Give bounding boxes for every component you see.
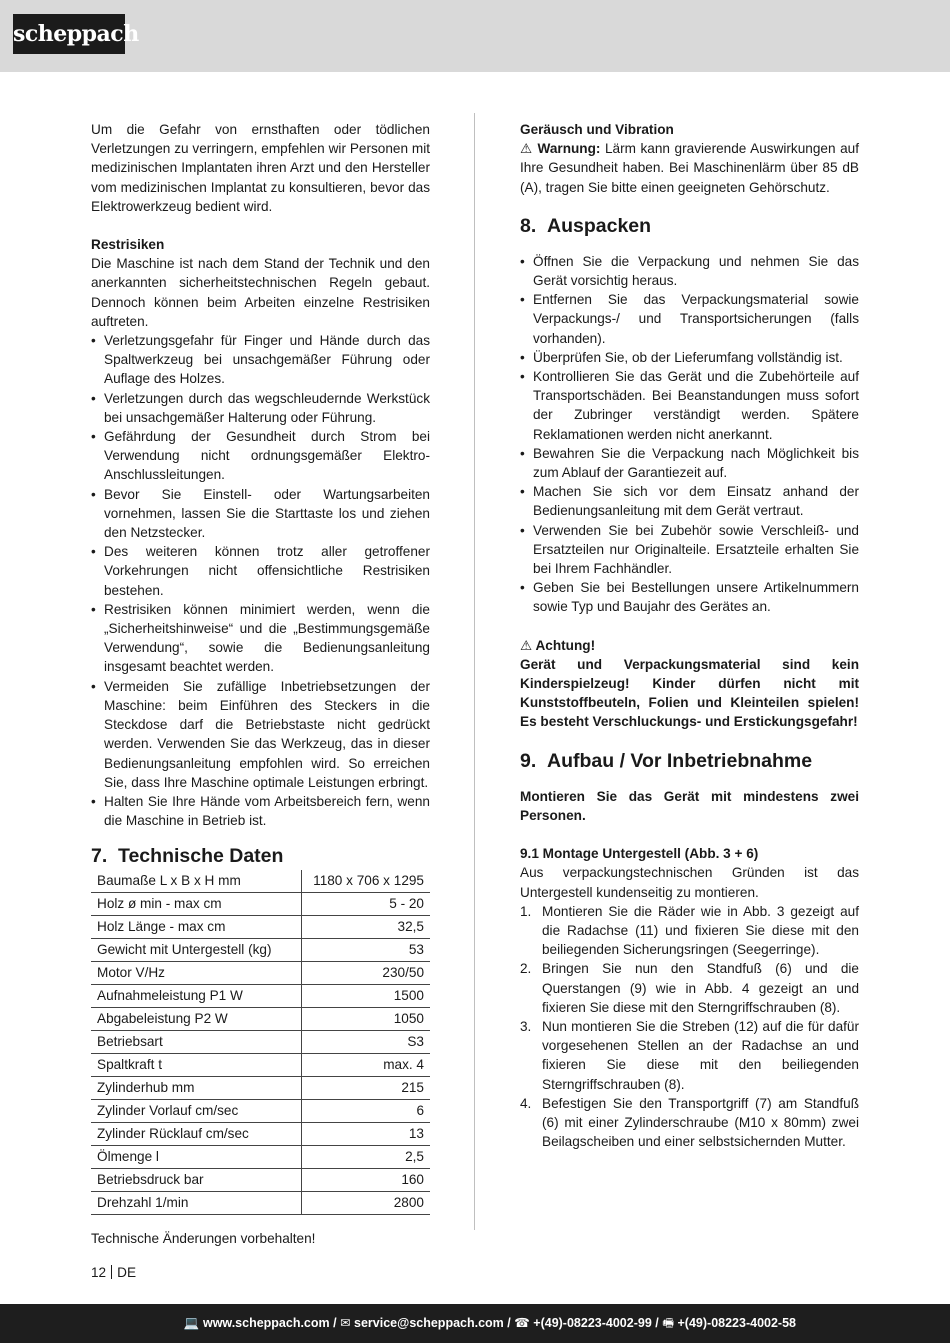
table-row [91, 893, 430, 916]
spec-value: max. 4 [302, 1054, 431, 1077]
table-row [91, 1192, 430, 1215]
spec-label: Holz ø min - max cm [91, 893, 302, 916]
fax-icon: 🖷 [662, 1316, 675, 1330]
implant-warning-paragraph: Um die Gefahr von ernsthaften oder tödlichen Verletzungen zu verringern, empfehlen wir Personen mit medizinischen Implantaten ihren Arzt und den Hersteller vom medizinischen Implantat zu konsultieren, bevor das Elektrowerkzeug bedient wird. [91, 122, 430, 214]
mount-steps-list [520, 902, 859, 1152]
table-row [91, 1123, 430, 1146]
technical-changes-note: Technische Änderungen vorbehalten! [91, 1231, 316, 1247]
list-item: • Machen Sie sich vor dem Einsatz anhand der Bedienungsanleitung mit dem Gerät vertraut. [520, 482, 859, 520]
noise-heading: Geräusch und Vibration [520, 122, 674, 137]
list-item: • Vermeiden Sie zufällige Inbetriebsetzungen der Maschine: beim Einführen des Steckers in die Steckdose darf die Betriebstaste nicht gedrückt werden. Verwenden Sie das Werkzeug, das in dieser Bedienungsanleitung empfohlen wird. So erreichen Sie, dass Ihre Maschine optimale Leistungen erbringt. [91, 677, 430, 792]
assembly-note: Montieren Sie das Gerät mit mindestens zwei Personen. [520, 788, 859, 823]
spec-label: Spaltkraft t [91, 1054, 302, 1077]
table-row [91, 1169, 430, 1192]
list-item: • Bewahren Sie die Verpackung nach Möglichkeit bis zum Ablauf der Garantiezeit auf. [520, 444, 859, 482]
table-row [91, 962, 430, 985]
spec-value: 32,5 [302, 916, 431, 939]
list-item: • Verwenden Sie bei Zubehör sowie Verschleiß- und Ersatzteilen nur Originalteile. Ersatzteile erhalten Sie bei Ihrem Fachhändler. [520, 521, 859, 579]
step-text: Befestigen Sie den Transportgriff (7) am Standfuß (6) mit einer Zylinderschraube (M10 x 80mm) zwei Beilagscheiben und einer selbstsichernden Mutter. [542, 1095, 859, 1150]
residual-risks-list [91, 331, 430, 830]
list-item: • Bevor Sie Einstell- oder Wartungsarbeiten vornehmen, lassen Sie die Starttaste los und ziehen den Netzstecker. [91, 485, 430, 543]
table-row [91, 1031, 430, 1054]
table-row [91, 1100, 430, 1123]
spec-label: Holz Länge - max cm [91, 916, 302, 939]
list-item: • Geben Sie bei Bestellungen unsere Artikelnummern sowie Typ und Baujahr des Gerätes an. [520, 578, 859, 616]
list-item [520, 1094, 859, 1152]
computer-icon: 💻 [183, 1316, 200, 1330]
section-title: Aufbau / Vor Inbetriebnahme [547, 749, 813, 772]
right-column [520, 120, 859, 1151]
attention-text: Gerät und Verpackungsmaterial sind kein Kinderspielzeug! Kinder dürfen nicht mit Kunststoffbeuteln, Folien und Kleinteilen spielen! Es besteht Verschluckungs- und Erstickungsgefahr! [520, 656, 859, 730]
spec-label: Zylinder Vorlauf cm/sec [91, 1100, 302, 1123]
unpacking-list [520, 252, 859, 617]
list-item: • Überprüfen Sie, ob der Lieferumfang vollständig ist. [520, 348, 859, 367]
table-row [91, 985, 430, 1008]
list-item [520, 902, 859, 960]
section-number: 9. [520, 749, 537, 772]
spec-value: 13 [302, 1123, 431, 1146]
page-number-separator [111, 1265, 112, 1279]
spec-value: 215 [302, 1077, 431, 1100]
section-number: 8. [520, 214, 537, 237]
page-header [0, 0, 950, 72]
spec-label: Gewicht mit Untergestell (kg) [91, 939, 302, 962]
residual-risks-text: Die Maschine ist nach dem Stand der Technik und den anerkannten sicherheitstechnischen Regeln gebaut. Dennoch können beim Arbeiten einzelne Restrisiken auftreten. [91, 256, 430, 329]
attention-heading: ⚠ Achtung! [520, 637, 596, 653]
list-item: • Verletzungsgefahr für Finger und Hände durch das Spaltwerkzeug bei unsachgemäßer Führung oder Auflage des Holzes. [91, 331, 430, 389]
spec-label: Zylinderhub mm [91, 1077, 302, 1100]
list-item: • Öffnen Sie die Verpackung und nehmen Sie das Gerät vorsichtig heraus. [520, 252, 859, 290]
envelope-icon: ✉ [340, 1316, 351, 1330]
spec-value: S3 [302, 1031, 431, 1054]
page-footer: 💻 www.scheppach.com / ✉ service@scheppach.com / ☎ +(49)-08223-4002-99 / 🖷 +(49)-08223-4002-58 [0, 1304, 950, 1343]
table-row [91, 939, 430, 962]
step-number: 1. [520, 903, 532, 919]
list-item: • Entfernen Sie das Verpackungsmaterial sowie Verpackungs-/ und Transportsicherungen (falls vorhanden). [520, 290, 859, 348]
spec-value: 230/50 [302, 962, 431, 985]
spec-value: 6 [302, 1100, 431, 1123]
footer-phone: +(49)-08223-4002-99 [533, 1316, 652, 1330]
spec-value: 160 [302, 1169, 431, 1192]
mount-intro: Aus verpackungstechnischen Gründen ist das Untergestell kundenseitig zu montieren. [520, 865, 859, 900]
step-text: Bringen Sie nun den Standfuß (6) und die Querstangen (9) wie in Abb. 4 gezeigt an und fixieren Sie diese mit den Sterngriffschrauben (8). [542, 961, 859, 1015]
spec-value: 2800 [302, 1192, 431, 1215]
step-number: 2. [520, 961, 532, 977]
spec-label: Betriebsart [91, 1031, 302, 1054]
spec-label: Betriebsdruck bar [91, 1169, 302, 1192]
section-title: Auspacken [547, 214, 652, 237]
spec-value: 2,5 [302, 1146, 431, 1169]
spec-label: Baumaße L x B x H mm [91, 870, 302, 893]
table-row [91, 916, 430, 939]
noise-warning-paragraph [520, 139, 859, 197]
list-item: • Kontrollieren Sie das Gerät und die Zubehörteile auf Transportschäden. Bei Beanstandungen muss sofort der Zubringer verständigt werden. Spätere Reklamationen werden nicht anerkannt. [520, 367, 859, 444]
list-item: • Verletzungen durch das wegschleudernde Werkstück bei unsachgemäßer Halterung oder Führung. [91, 389, 430, 427]
list-item: • Des weiteren können trotz aller getroffener Vorkehrungen nicht offensichtliche Restrisiken bestehen. [91, 542, 430, 600]
step-text: Nun montieren Sie die Streben (12) auf die für dafür vorgesehenen Stellen an der Radachse an und fixieren Sie diese mit den beiliegenden Sterngriffschrauben (8). [542, 1018, 859, 1092]
spec-value: 5 - 20 [302, 893, 431, 916]
list-item: • Restrisiken können minimiert werden, wenn die „Sicherheitshinweise“ und die „Bestimmungsgemäße Verwendung“, sowie die Bedienungsanleitung insgesamt beachtet werden. [91, 600, 430, 677]
table-row [91, 1146, 430, 1169]
step-text: Montieren Sie die Räder wie in Abb. 3 gezeigt auf die Radachse (11) und fixieren Sie diese mit den beiliegenden Sicherungsringen (Seegerringe). [542, 903, 859, 958]
table-row [91, 1054, 430, 1077]
page-language: DE [117, 1265, 137, 1280]
step-number: 4. [520, 1095, 532, 1111]
section-title: Technische Daten [118, 845, 284, 868]
table-row [91, 870, 430, 893]
telephone-icon: ☎ [514, 1316, 530, 1330]
residual-risks-heading: Restrisiken [91, 237, 165, 253]
section-heading-unpacking [520, 214, 859, 238]
page-number-value: 12 [91, 1265, 107, 1280]
spec-label: Ölmenge l [91, 1146, 302, 1169]
list-item [520, 1017, 859, 1094]
column-divider [474, 113, 475, 1230]
spec-label: Zylinder Rücklauf cm/sec [91, 1123, 302, 1146]
spec-label: Drehzahl 1/min [91, 1192, 302, 1215]
spec-value: 1500 [302, 985, 431, 1008]
footer-email-link[interactable]: service@scheppach.com [354, 1316, 504, 1330]
spec-label: Abgabeleistung P2 W [91, 1008, 302, 1031]
spec-label: Aufnahmeleistung P1 W [91, 985, 302, 1008]
mount-subheading: 9.1 Montage Untergestell (Abb. 3 + 6) [520, 846, 759, 862]
list-item: • Gefährdung der Gesundheit durch Strom bei Verwendung nicht ordnungsgemäßer Elektro-Anschlussleitungen. [91, 427, 430, 485]
technical-data-table [91, 870, 430, 1215]
list-item: • Halten Sie Ihre Hände vom Arbeitsbereich fern, wenn die Maschine in Betrieb ist. [91, 792, 430, 830]
left-column [91, 120, 430, 1249]
section-heading-technical-data [91, 844, 430, 868]
section-heading-assembly [520, 749, 859, 773]
list-item [520, 959, 859, 1017]
spec-label: Motor V/Hz [91, 962, 302, 985]
footer-website-link[interactable]: www.scheppach.com [202, 1316, 330, 1330]
section-number: 7. [91, 845, 108, 868]
footer-fax: +(49)-08223-4002-58 [677, 1316, 796, 1330]
warning-label: ⚠ Warnung: [520, 141, 601, 157]
brand-logo: scheppach [13, 14, 125, 54]
spec-value: 1050 [302, 1008, 431, 1031]
step-number: 3. [520, 1018, 532, 1034]
spec-value: 53 [302, 939, 431, 962]
noise-warning-text: Lärm kann gravierende Auswirkungen auf Ihre Gesundheit haben. Bei Maschinenlärm über 85 dB (A), tragen Sie bitte einen geeigneten Gehörschutz. [520, 141, 859, 195]
table-row [91, 1077, 430, 1100]
table-row [91, 1008, 430, 1031]
spec-value: 1180 x 706 x 1295 [302, 870, 431, 893]
page-number [91, 1265, 136, 1280]
